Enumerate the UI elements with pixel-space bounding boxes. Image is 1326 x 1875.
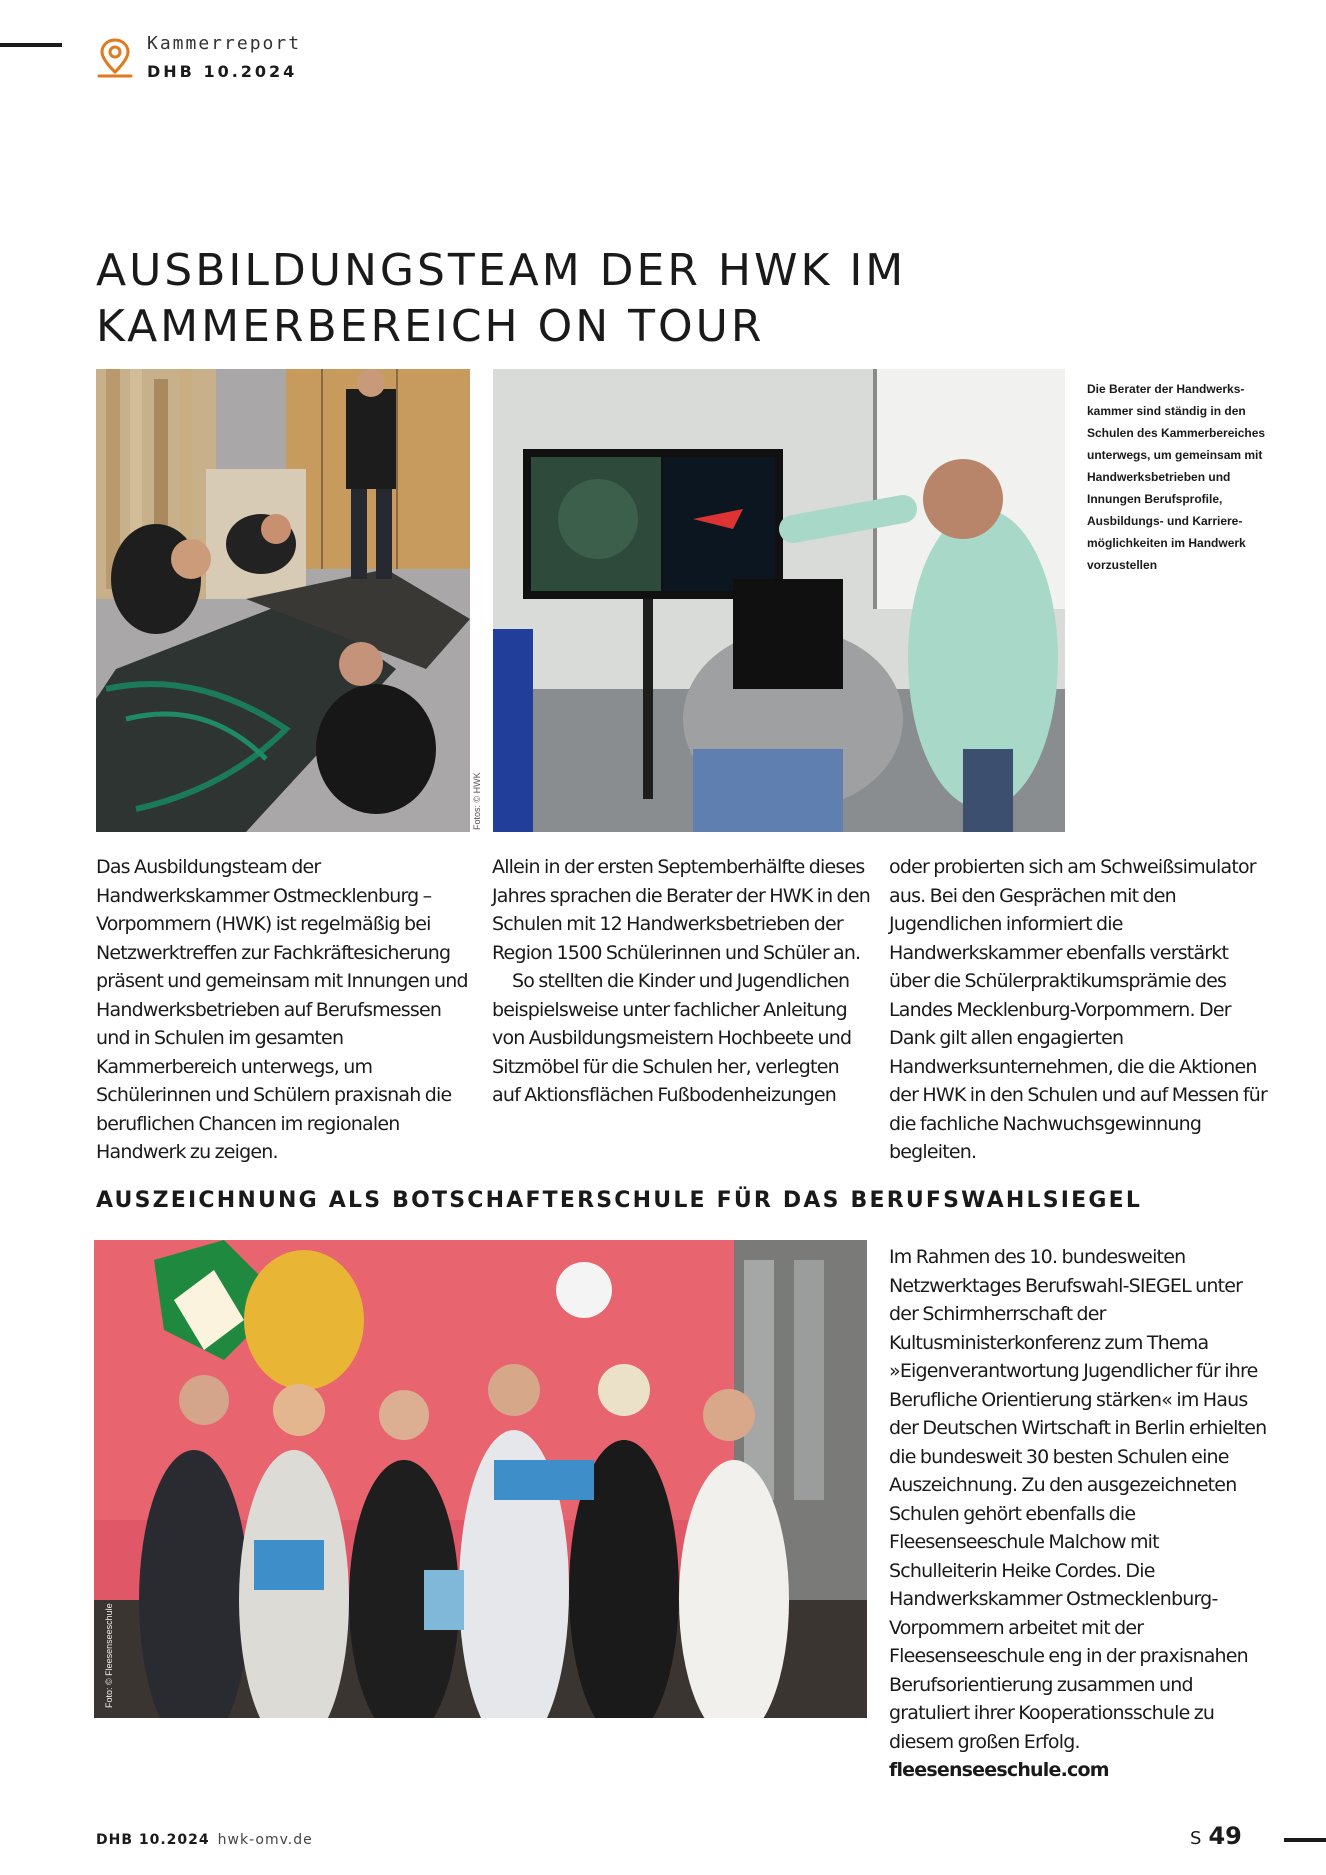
- article-title: AUSBILDUNGSTEAM DER HWK IM KAMMERBEREICH ON TOUR: [96, 245, 907, 352]
- column-2-paragraph-2: So stellten die Kinder und Jugendlichen beispielsweise unter fachlicher Anleitung von Ausbildungsmeistern Hochbeete und Sitzmöbel für die Schulen her, verlegten auf Aktionsflächen Fußbodenheizungen: [492, 970, 852, 1106]
- bottom-right-rule: [1284, 1838, 1326, 1842]
- photo-welding-simulator: [493, 369, 1065, 832]
- photo-credit-top: Fotos: © HWK: [472, 772, 482, 830]
- article-column-2: [492, 853, 870, 1110]
- location-pin-icon: [97, 36, 133, 80]
- photo-caption: Die Berater der Handwerks-kammer sind ständig in den Schulen des Kammerbereiches unterwegs, um gemeinsam mit Handwerksbetrieben und Innungen Berufsprofile, Ausbildungs- und Karriere-möglichkeiten im Handwerk vorzustellen: [1087, 382, 1266, 572]
- article-column-1: [96, 853, 474, 1167]
- footer-left: [96, 1832, 313, 1848]
- issue-label: DHB 10.2024: [147, 62, 298, 81]
- section-body-paragraph: Im Rahmen des 10. bundesweiten Netzwerktages Berufswahl-SIEGEL unter der Schirmherrschaft der Kultusministerkonferenz zum Thema »Eigenverantwortung Jugendlicher für ihre Berufliche Orientierung stärken« im Haus der Deutschen Wirtschaft in Berlin erhielten die bundesweit 30 besten Schulen eine Auszeichnung. Zu den ausgezeichneten Schulen gehört ebenfalls die Fleesenseeschule Malchow mit Schulleiterin Heike Cordes. Die Handwerkskammer Ostmecklenburg-Vorpommern arbeitet mit der Fleesenseeschule eng in der praxisnahen Berufsorientierung zusammen und gratuliert ihrer Kooperationsschule zu diesem großen Erfolg.: [889, 1246, 1267, 1753]
- website-link[interactable]: fleesenseeschule.com: [889, 1759, 1109, 1781]
- page-number: [1190, 1822, 1242, 1850]
- photo-floor-heating: [96, 369, 470, 832]
- section-body: [889, 1243, 1267, 1785]
- column-1-paragraph: Das Ausbildungsteam der Handwerkskammer Ostmecklenburg – Vorpommern (HWK) ist regelmäßig bei Netzwerktreffen zur Fachkräftesicherung präsent und gemeinsam mit Innungen und Handwerksbetrieben auf Berufsmessen und in Schulen im gesamten Kammerbereich unterwegs, um Schülerinnen und Schülern praxisnah die beruflichen Chancen im regionalen Handwerk zu zeigen.: [96, 856, 468, 1163]
- photo-award-ceremony: [94, 1240, 867, 1718]
- page-prefix: S: [1190, 1828, 1203, 1849]
- column-3-paragraph: oder probierten sich am Schweißsimulator aus. Bei den Gesprächen mit den Jugendlichen informiert die Handwerkskammer ebenfalls verstärkt über die Schülerpraktikumsprämie des Landes Mecklenburg-Vorpommern. Der Dank gilt allen engagierten Handwerksunternehmen, die die Aktionen der HWK in den Schulen und auf Messen für die fachliche Nachwuchsgewinnung begleiten.: [889, 856, 1267, 1163]
- section-heading: AUSZEICHNUNG ALS BOTSCHAFTERSCHULE FÜR DAS BERUFSWAHLSIEGEL: [96, 1188, 1143, 1213]
- article-column-3: [889, 853, 1267, 1167]
- footer-issue: DHB 10.2024: [96, 1832, 210, 1848]
- column-2-paragraph-1: Allein in der ersten Septemberhälfte dieses Jahres sprachen die Berater der HWK in den Schulen mit 12 Handwerksbetrieben der Region 1500 Schülerinnen und Schüler an.: [492, 856, 870, 964]
- photo-credit-bottom: Foto: © Fleesenseeschule: [104, 1603, 114, 1708]
- section-label: Kammerreport: [147, 33, 302, 54]
- footer-site[interactable]: hwk-omv.de: [217, 1832, 313, 1848]
- page-number-value: 49: [1208, 1822, 1242, 1850]
- top-left-rule: [0, 43, 62, 47]
